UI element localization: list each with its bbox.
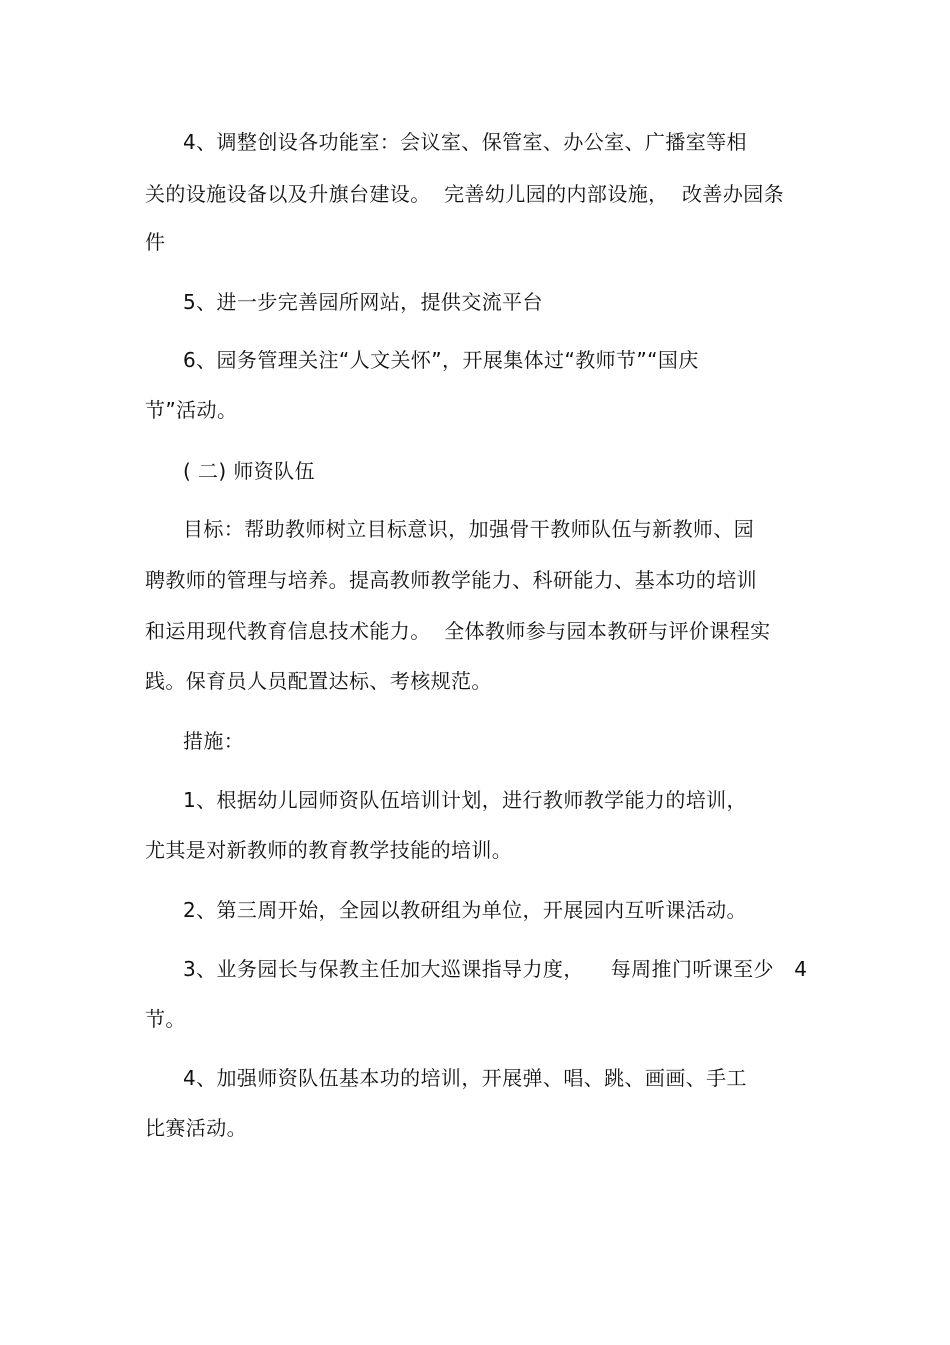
text-line-measure1-b: 尤其是对新教师的教育教学技能的培训。 (145, 838, 513, 862)
text-line-goal-d: 践。保育员人员配置达标、考核规范。 (145, 669, 492, 693)
text-line-measure4-b: 比赛活动。 (145, 1116, 247, 1140)
text-line-measure3-b: 节。 (145, 1007, 186, 1031)
text-line-measure4-a: 4、加强师资队伍基本功的培训，开展弹、唱、跳、画画、手工 (183, 1066, 747, 1090)
text-line-item4-a: 4、调整创设各功能室：会议室、保管室、办公室、广播室等相 (183, 130, 747, 154)
text-line-item4-c: 件 (145, 230, 166, 254)
text-line-measures: 措施： (183, 729, 245, 753)
text-line-goal-a: 目标：帮助教师树立目标意识，加强骨干教师队伍与新教师、园 (183, 517, 755, 541)
text-line-goal-b: 聘教师的管理与培养。提高教师教学能力、科研能力、基本功的培训 (145, 568, 757, 592)
text-line-item5: 5、进一步完善园所网站，提供交流平台 (183, 290, 543, 314)
text-line-item4-b: 关的设施设备以及升旗台建设。 完善幼儿园的内部设施， 改善办园条 (145, 182, 785, 206)
text-line-measure2: 2、第三周开始，全园以教研组为单位，开展园内互听课活动。 (183, 898, 747, 922)
text-line-item6-a: 6、园务管理关注“人文关怀”，开展集体过“教师节”“国庆 (183, 348, 699, 372)
text-line-measure1-a: 1、根据幼儿园师资队伍培训计划，进行教师教学能力的培训， (183, 788, 747, 812)
section-heading-staff: ( 二) 师资队伍 (183, 459, 315, 483)
text-line-goal-c: 和运用现代教育信息技术能力。 全体教师参与园本教研与评价课程实 (145, 619, 771, 643)
text-line-item6-b: 节”活动。 (145, 398, 238, 422)
text-line-measure3-a: 3、业务园长与保教主任加大巡课指导力度， 每周推门听课至少 4 (183, 957, 808, 981)
